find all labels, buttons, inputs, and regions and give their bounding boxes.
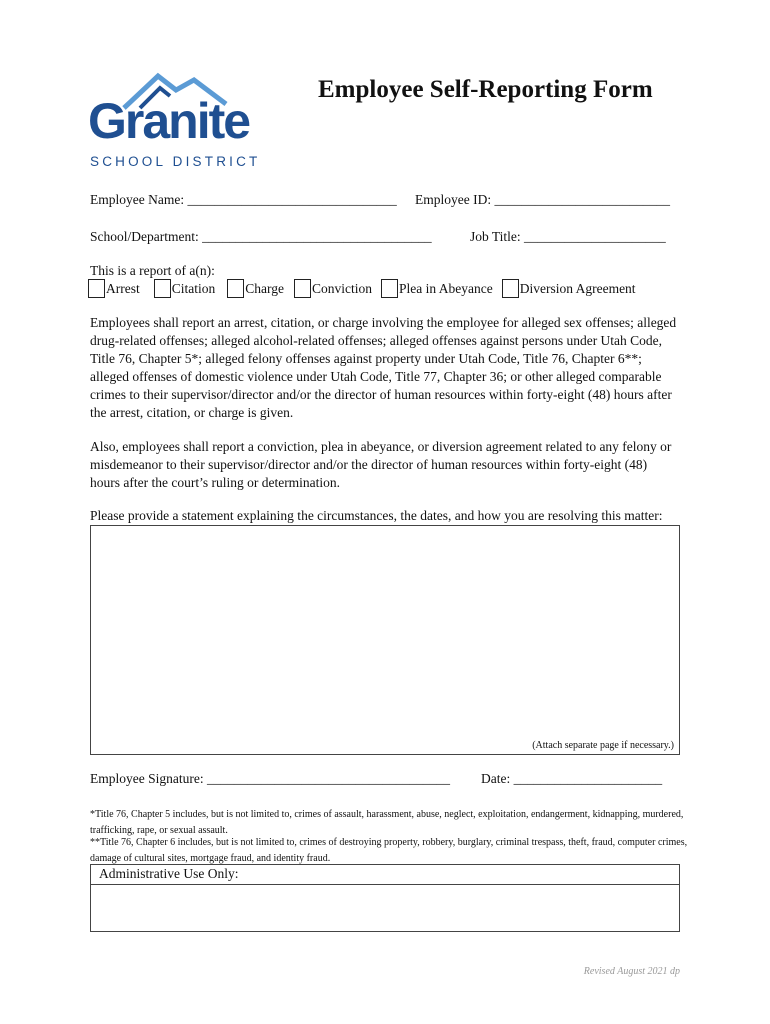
option-label: Charge <box>245 280 284 296</box>
logo-wordmark: Granite <box>88 93 250 149</box>
option-diversion-agreement[interactable] <box>502 279 636 298</box>
employee-signature-field[interactable]: Employee Signature: ____________________________________ <box>90 771 450 786</box>
option-label: Arrest <box>106 280 140 296</box>
option-label: Citation <box>171 280 216 296</box>
checkbox[interactable] <box>381 279 398 298</box>
reporting-paragraph-2: Also, employees shall report a conviction, plea in abeyance, or diversion agreement related to any felony or misdemeanor to their supervisor/director and/or the director of human resources within forty-eight (48) hours after the court’s ruling or determination. <box>90 439 672 490</box>
footnote-chapter-5: *Title 76, Chapter 5 includes, but is not limited to, crimes of assault, harassment, abuse, neglect, exploitation, endangerment, kidnapping, murdered, trafficking, rape, or sexual assault. <box>90 809 684 836</box>
checkbox[interactable] <box>502 279 519 298</box>
checkbox[interactable] <box>227 279 244 298</box>
option-citation[interactable] <box>154 279 216 298</box>
option-conviction[interactable] <box>294 279 372 298</box>
option-arrest[interactable] <box>88 279 140 298</box>
option-label: Diversion Agreement <box>519 280 636 296</box>
footnote-chapter-6: **Title 76, Chapter 6 includes, but is not limited to, crimes of destroying property, robbery, burglary, criminal trespass, theft, fraud, computer crimes, damage of cultural sites, mortgage fraud, and identity fraud. <box>90 837 688 864</box>
employee-id-field[interactable]: Employee ID: __________________________ <box>415 192 670 207</box>
revision-note: Revised August 2021 dp <box>583 966 680 977</box>
report-type-options <box>88 279 636 298</box>
option-charge[interactable] <box>227 279 284 298</box>
school-department-field[interactable]: School/Department: __________________________________ <box>90 229 432 244</box>
option-label: Conviction <box>312 280 372 296</box>
checkbox[interactable] <box>88 279 105 298</box>
checkbox[interactable] <box>294 279 311 298</box>
attach-note: (Attach separate page if necessary.) <box>532 740 674 751</box>
admin-label: Administrative Use Only: <box>91 865 679 885</box>
report-prompt: This is a report of a(n): <box>90 263 215 278</box>
logo-subtitle: SCHOOL DISTRICT <box>90 154 261 169</box>
job-title-field[interactable]: Job Title: _____________________ <box>470 229 666 244</box>
statement-textarea[interactable] <box>90 525 680 755</box>
option-plea-in-abeyance[interactable] <box>381 279 493 298</box>
form-title: Employee Self-Reporting Form <box>318 76 653 103</box>
checkbox[interactable] <box>154 279 171 298</box>
statement-prompt: Please provide a statement explaining the circumstances, the dates, and how you are resolving this matter: <box>90 508 663 523</box>
administrative-use-box <box>90 864 680 932</box>
option-label: Plea in Abeyance <box>399 280 493 296</box>
date-field[interactable]: Date: ______________________ <box>481 771 663 786</box>
reporting-paragraph-1: Employees shall report an arrest, citation, or charge involving the employee for alleged sex offenses; alleged drug-related offenses; alleged alcohol-related offenses; alleged offenses against persons under Utah Code, Title 76, Chapter 5*; alleged felony offenses against property under Utah Code, Title 76, Chapter 6**; alleged offenses of domestic violence under Utah Code, Title 77, Chapter 36; or other alleged comparable crimes to their supervisor/director and/or the director of human resources within forty-eight (48) hours after the arrest, citation, or charge is given. <box>90 315 677 420</box>
granite-logo <box>88 70 273 172</box>
employee-name-field[interactable]: Employee Name: _______________________________ <box>90 192 397 207</box>
